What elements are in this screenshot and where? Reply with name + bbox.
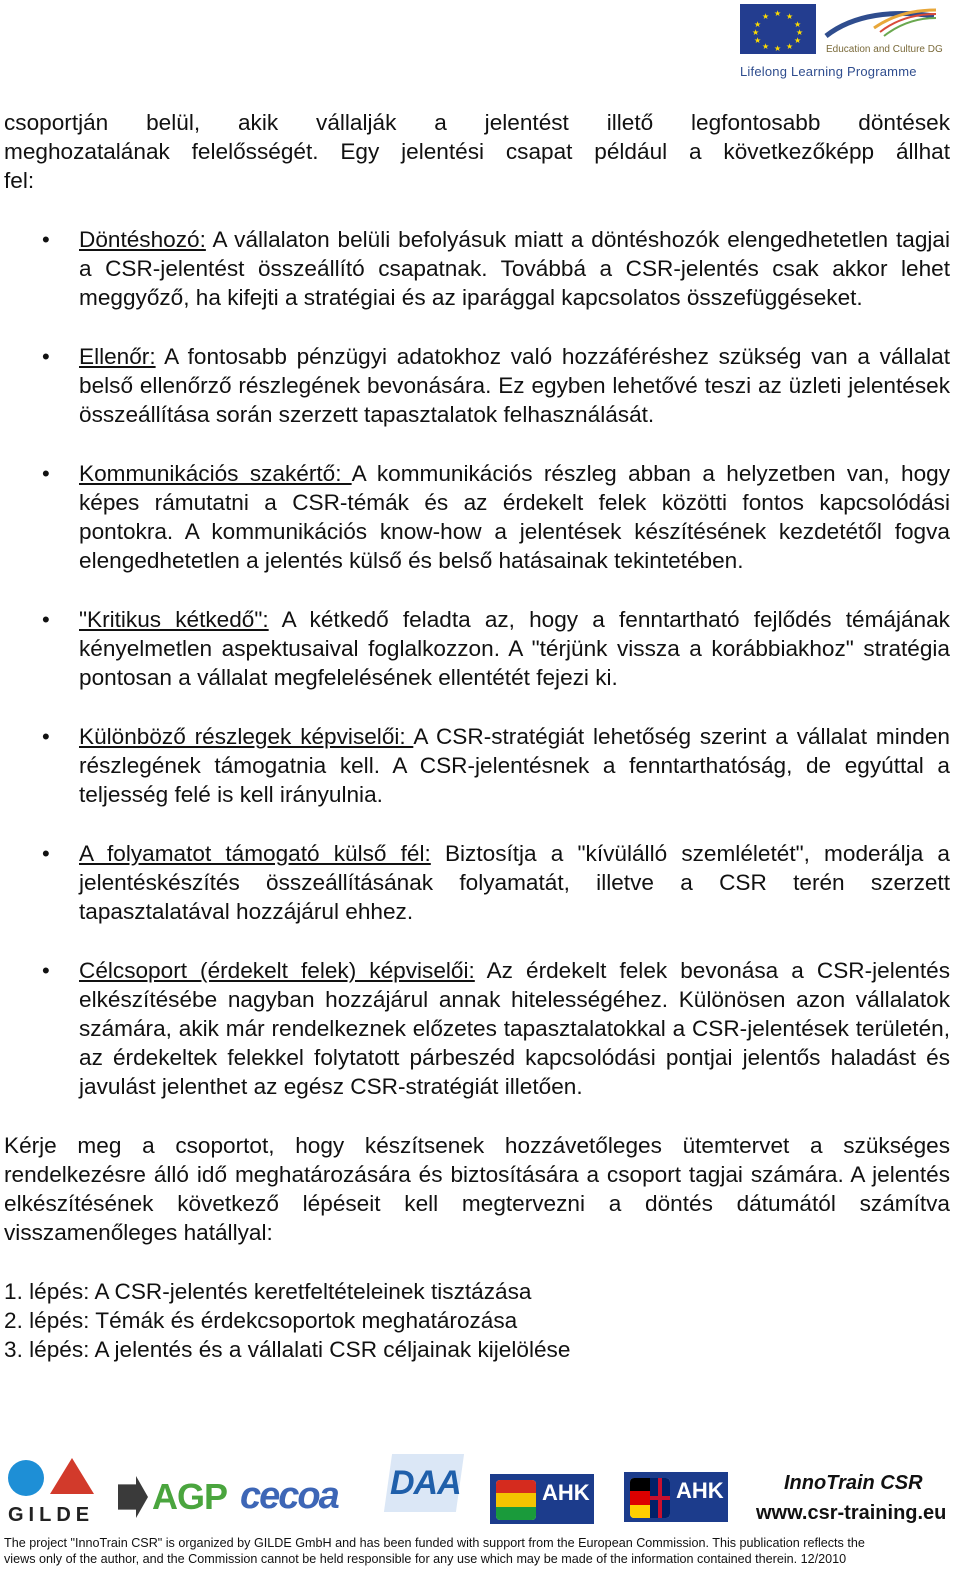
arrow-icon: [118, 1476, 148, 1518]
eu-lifelong-learning-logo: [740, 4, 943, 82]
ahk-logo-2: [624, 1472, 730, 1524]
list-item: [4, 342, 950, 429]
role-description: Biztosítja a "kívülálló szemléletét", moderálja a jelentéskészítés összeállításának folyamatát, illetve a CSR terén szerzett tapasztalatával hozzájárul ehhez.: [79, 841, 950, 924]
triangle-icon: [50, 1458, 94, 1494]
cecoa-logo: [240, 1476, 368, 1516]
bullet-icon: •: [42, 344, 50, 369]
innotrain-url: www.csr-training.eu: [756, 1502, 947, 1524]
ahk-wordmark: AHK: [676, 1478, 724, 1503]
list-item: [4, 459, 950, 575]
flag-icon: [496, 1480, 536, 1520]
role-term: Célcsoport (érdekelt felek) képviselői:: [79, 958, 475, 983]
role-description: A kétkedő feladta az, hogy a fenntartható fejlődés témájának kényelmetlen aspektusaival foglalkozzon. A "térjünk vissza a korábbiakhoz" stratégia pontosan a vállalat megfelelésének ellentétét fejezi ki.: [79, 607, 950, 690]
swoosh-icon: [824, 6, 938, 46]
role-term: Döntéshozó:: [79, 227, 206, 252]
team-roles-list: [4, 225, 950, 1101]
role-description: A vállalaton belüli befolyásuk miatt a döntéshozók elengedhetetlen tagjai a CSR-jelentést összeállító csapatnak. Továbbá a CSR-jelentés csak akkor lehet meggyőző, ha kifejti a stratégiai és az iparággal kapcsolatos összefüggéseket.: [79, 227, 950, 310]
gilde-wordmark: GILDE: [8, 1504, 95, 1526]
document-body: [4, 108, 950, 1364]
ahk-logo-1: [490, 1474, 596, 1526]
funding-disclaimer: [4, 1535, 954, 1567]
partner-logos: [0, 1452, 960, 1532]
list-item: [4, 956, 950, 1101]
step-item: 1. lépés: A CSR-jelentés keretfeltételeinek tisztázása: [4, 1279, 532, 1304]
daa-logo: [384, 1454, 466, 1518]
step-item: 2. lépés: Témák és érdekcsoportok meghatározása: [4, 1308, 518, 1333]
role-term: Kommunikációs szakértő:: [79, 461, 352, 486]
role-description: Az érdekelt felek bevonása a CSR-jelentés elkészítésébe nagyban hozzájárul annak hitelességéhez. Különösen azon vállalatok számára, akik már rendelkeznek előzetes tapasztalatokkal a CSR-jelentések területén, az érdekeltek felekkel folytatott párbeszéd kapcsolódási pontjai jelentős haladást és javulást jelenthet az egész CSR-stratégiát illetően.: [79, 958, 950, 1099]
intro-line: fel:: [4, 168, 35, 193]
bullet-icon: •: [42, 607, 50, 632]
innotrain-logo: [750, 1472, 960, 1532]
role-description: A kommunikációs részleg abban a helyzetben van, hogy képes rámutatni a CSR-témák és az érdekelt felek közötti fontos kapcsolódási pontokra. A kommunikációs know-how a jelentések készítésének kezdetétől fogva elengedhetetlen a jelentés külső és belső hatásainak tekintetében.: [79, 461, 950, 573]
role-term: A folyamatot támogató külső fél:: [79, 841, 431, 866]
role-term: "Kritikus kétkedő":: [79, 607, 269, 632]
circle-icon: [8, 1460, 44, 1496]
list-item: [4, 839, 950, 926]
list-item: [4, 605, 950, 692]
cecoa-wordmark: cecoa: [240, 1475, 338, 1517]
flag-icon: [630, 1478, 670, 1518]
ahk-wordmark: AHK: [542, 1480, 590, 1505]
role-description: A fontosabb pénzügyi adatokhoz való hozzáféréshez szükség van a vállalat belső ellenőrző részlegének bevonására. Ez egyben lehetővé teszi az üzleti jelentések összeállítása során szerzett tapasztalatok felhasználását.: [79, 344, 950, 427]
agp-wordmark: AGP: [152, 1476, 228, 1517]
bullet-icon: •: [42, 958, 50, 983]
intro-paragraph: [4, 108, 950, 195]
bullet-icon: •: [42, 227, 50, 252]
bullet-icon: •: [42, 724, 50, 749]
innotrain-title: InnoTrain CSR: [784, 1472, 923, 1494]
daa-wordmark: DAA: [390, 1464, 461, 1502]
agp-logo: [118, 1476, 226, 1522]
eu-flag-icon: ★ ★ ★ ★ ★ ★ ★ ★ ★ ★ ★ ★: [740, 4, 816, 54]
step-item: 3. lépés: A jelentés és a vállalati CSR céljainak kijelölése: [4, 1337, 571, 1362]
closing-paragraph: Kérje meg a csoportot, hogy készítsenek hozzávetőleges ütemtervet a szükséges rendelkezésre álló idő meghatározására és biztosítására a csoport tagjai számára. A jelentés elkészítésének következő lépéseit kell megtervezni a döntés dátumától számítva visszamenőleges hatállyal:: [4, 1133, 950, 1245]
disclaimer-line: The project "InnoTrain CSR" is organized by GILDE GmbH and has been funded with support from the European Commission. This publication reflects the: [4, 1536, 865, 1550]
dg-label: Education and Culture DG: [826, 44, 943, 55]
bullet-icon: •: [42, 461, 50, 486]
disclaimer-line: views only of the author, and the Commission cannot be held responsible for any use which may be made of the information contained therein. 12/2010: [4, 1552, 847, 1566]
intro-line: meghozatalának felelősségét. Egy jelentési csapat például a következőképp állhat: [4, 139, 950, 164]
programme-label: Lifelong Learning Programme: [740, 64, 917, 79]
role-description: A CSR-stratégiát lehetőség szerint a vállalat minden részlegének támogatnia kell. A CSR-jelentésnek a fenntarthatóság, de egyúttal a teljesség felé is kell irányulnia.: [79, 724, 950, 807]
list-item: [4, 722, 950, 809]
list-item: [4, 225, 950, 312]
gilde-logo: [6, 1458, 96, 1528]
intro-line: csoportján belül, akik vállalják a jelentést illető legfontosabb döntések: [4, 110, 950, 135]
role-term: Ellenőr:: [79, 344, 156, 369]
role-term: Különböző részlegek képviselői:: [79, 724, 414, 749]
bullet-icon: •: [42, 841, 50, 866]
steps-list: [4, 1277, 950, 1364]
